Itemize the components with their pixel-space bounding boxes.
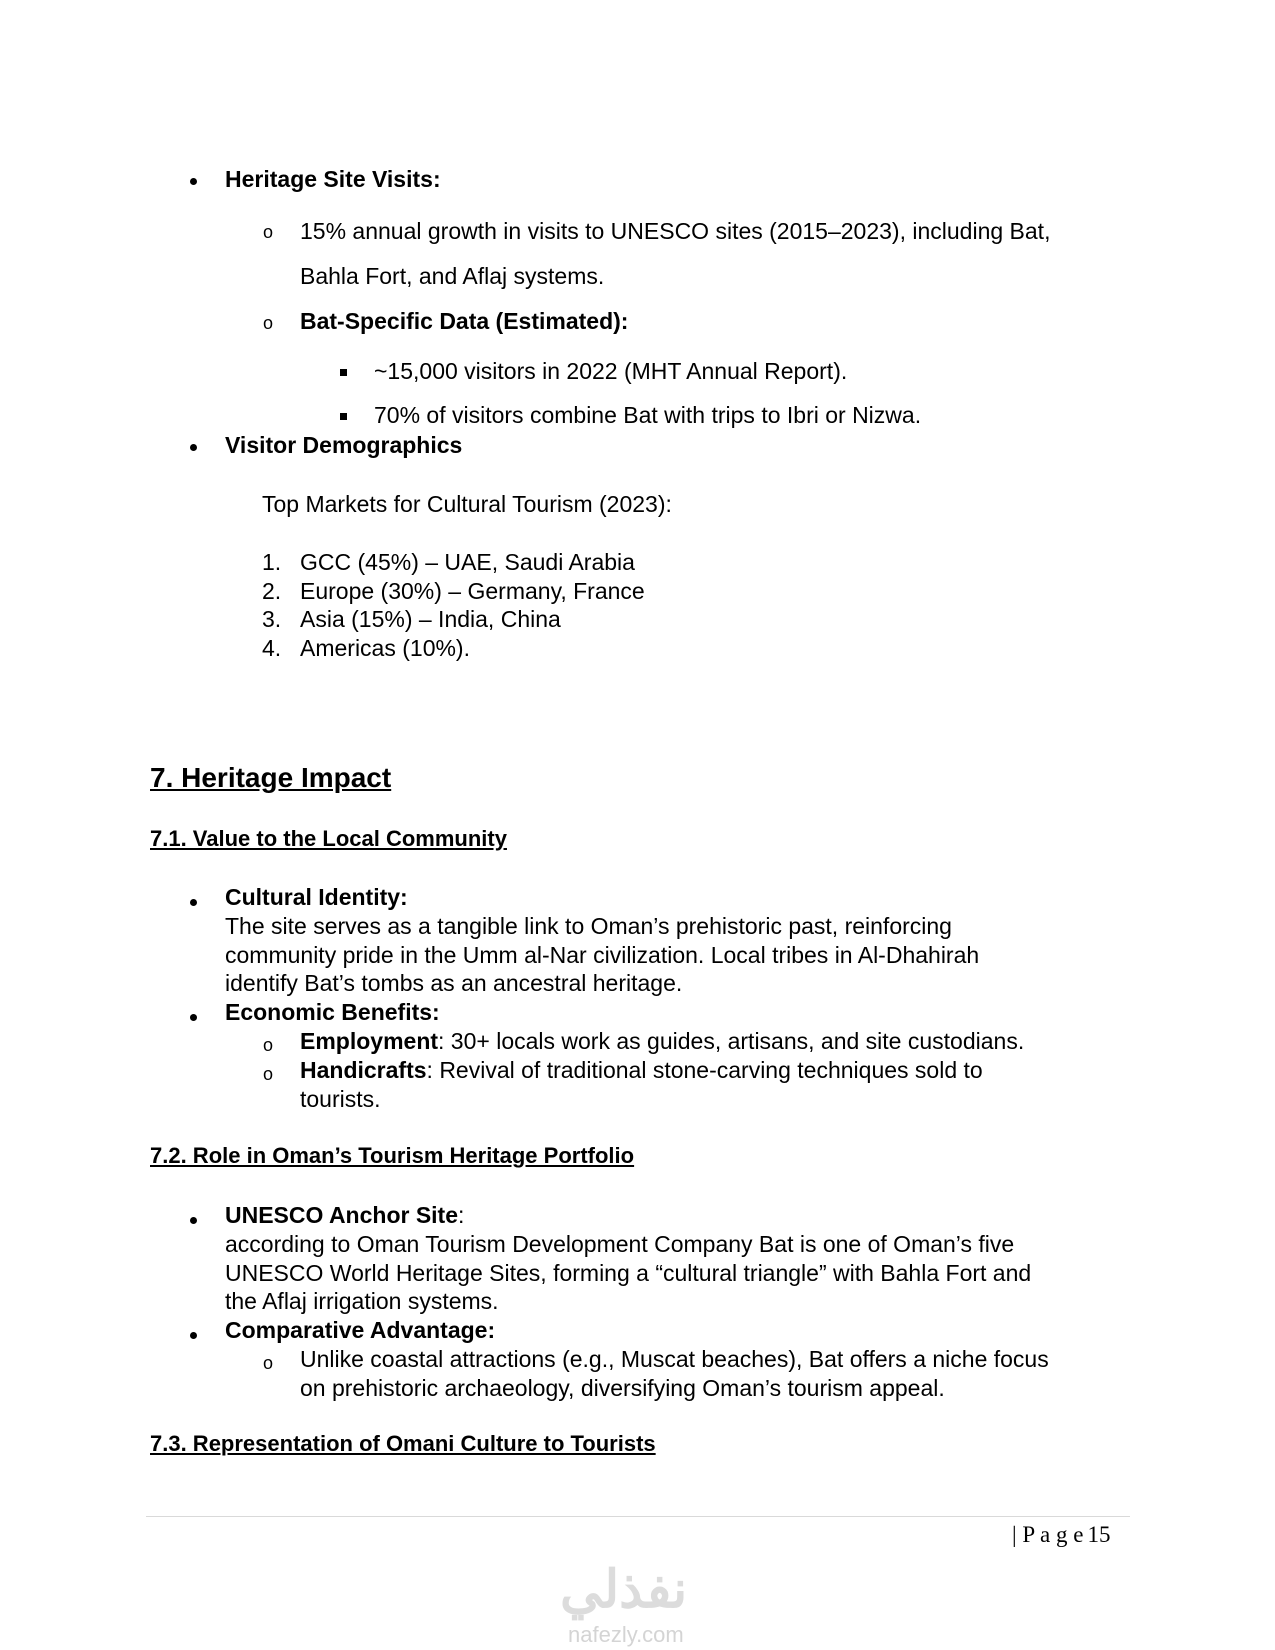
growth-line-1: 15% annual growth in visits to UNESCO sites (2015–2023), including Bat, [300,218,1051,244]
employment-text: : 30+ locals work as guides, artisans, and site custodians. [438,1028,1025,1054]
watermark-logo: نفذلي [560,1561,688,1619]
square-bullet [340,413,347,420]
handicrafts-item [300,1057,983,1084]
page-number: 15 [1087,1522,1111,1547]
bat-data-heading: Bat-Specific Data (Estimated): [300,308,629,334]
sub-bullet: o [263,313,274,333]
bullet [190,178,197,185]
subsection-heading: 7.2. Role in Oman’s Tourism Heritage Portfolio [150,1143,635,1168]
cultural-line-1: The site serves as a tangible link to Oman’s prehistoric past, reinforcing [225,913,952,939]
comparative-line-2: on prehistoric archaeology, diversifying Oman’s tourism appeal. [300,1375,945,1401]
footer-divider [146,1516,1130,1517]
cultural-identity-heading: Cultural Identity: [225,884,408,910]
unesco-heading: UNESCO Anchor Site [225,1202,459,1228]
subsection-heading: 7.1. Value to the Local Community [150,826,507,851]
unesco-heading-line [225,1202,464,1229]
bullet [190,1332,197,1339]
market-item: Europe (30%) – Germany, France [300,578,645,604]
market-item: GCC (45%) – UAE, Saudi Arabia [300,549,635,575]
bullet [190,444,197,451]
growth-line-2: Bahla Fort, and Aflaj systems. [300,263,605,289]
unesco-line-3: the Aflaj irrigation systems. [225,1288,499,1314]
square-bullet [340,369,347,376]
comparative-heading: Comparative Advantage: [225,1317,496,1343]
cultural-line-2: community pride in the Umm al-Nar civilization. Local tribes in Al-Dhahirah [225,942,980,968]
bullet [190,899,197,906]
watermark-url: nafezly.com [568,1622,684,1647]
demographics-heading: Visitor Demographics [225,432,463,458]
heritage-visits-heading: Heritage Site Visits: [225,166,441,192]
employment-item [300,1028,1024,1055]
page-footer [1012,1522,1110,1548]
market-num: 3. [262,606,282,632]
market-num: 2. [262,578,282,604]
comparative-line-1: Unlike coastal attractions (e.g., Muscat beaches), Bat offers a niche focus [300,1346,1049,1372]
bullet [190,1014,197,1021]
bat-item-1: ~15,000 visitors in 2022 (MHT Annual Report). [374,358,848,384]
market-num: 1. [262,549,282,575]
bullet [190,1217,197,1224]
subsection-heading: 7.3. Representation of Omani Culture to Tourists [150,1431,656,1456]
sub-bullet: o [263,1353,274,1373]
economic-heading: Economic Benefits: [225,999,440,1025]
cultural-line-3: identify Bat’s tombs as an ancestral heritage. [225,970,683,996]
bat-item-2: 70% of visitors combine Bat with trips to Ibri or Nizwa. [374,402,922,428]
unesco-line-2: UNESCO World Heritage Sites, forming a “cultural triangle” with Bahla Fort and [225,1260,1032,1286]
unesco-colon: : [458,1202,465,1228]
handicrafts-line-2: tourists. [300,1086,381,1112]
page-label: | P a g e [1012,1522,1084,1547]
sub-bullet: o [263,222,274,242]
market-item: Americas (10%). [300,635,470,661]
handicrafts-text: : Revival of traditional stone-carving techniques sold to [426,1057,983,1083]
market-item: Asia (15%) – India, China [300,606,561,632]
section-heading: 7. Heritage Impact [150,762,392,793]
unesco-line-1: according to Oman Tourism Development Company Bat is one of Oman’s five [225,1231,1015,1257]
market-num: 4. [262,635,282,661]
employment-label: Employment [300,1028,439,1054]
sub-bullet: o [263,1064,274,1084]
handicrafts-label: Handicrafts [300,1057,427,1083]
demographics-intro: Top Markets for Cultural Tourism (2023): [262,491,672,517]
sub-bullet: o [263,1035,274,1055]
